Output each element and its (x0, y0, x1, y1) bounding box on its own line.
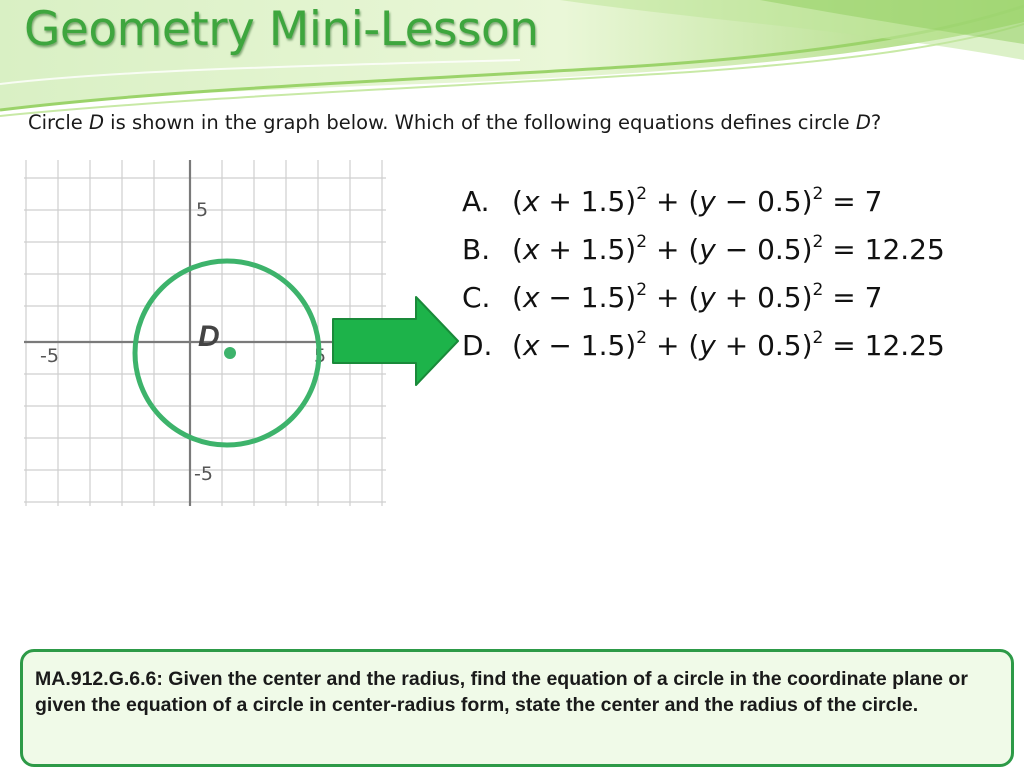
choice-d[interactable] (462, 324, 945, 372)
x-tick-label-right: 5 (314, 345, 327, 367)
eq-part: = 7 (823, 185, 883, 218)
question-variable: D (88, 111, 104, 134)
eq-part: − 0.5) (715, 185, 813, 218)
y-tick-label-top: 5 (196, 199, 209, 221)
question-part: Circle (28, 111, 89, 134)
question-text (28, 111, 1018, 134)
question-part: is shown in the graph below. Which of the following equations defines circle (103, 111, 856, 134)
page-title: Geometry Mini-Lesson (24, 2, 539, 57)
eq-variable: x (522, 329, 540, 362)
eq-variable: x (522, 185, 540, 218)
y-tick-label-bottom: -5 (194, 463, 213, 485)
eq-variable: x (522, 233, 540, 266)
choice-a[interactable] (462, 180, 945, 228)
x-tick-label-left: -5 (40, 345, 59, 367)
eq-part: = 12.25 (823, 329, 945, 362)
choice-letter: B. (462, 233, 491, 266)
eq-part: = 12.25 (823, 233, 945, 266)
eq-variable: y (699, 329, 716, 362)
eq-part: + ( (647, 329, 700, 362)
arrow-icon (330, 294, 462, 388)
eq-part: ( (512, 185, 523, 218)
eq-variable: y (699, 233, 716, 266)
eq-variable: x (522, 281, 540, 314)
choice-letter: C. (462, 281, 491, 314)
eq-part: = 7 (823, 281, 883, 314)
eq-part: + ( (647, 281, 700, 314)
question-variable: D (855, 111, 871, 134)
eq-part: + 1.5) (539, 233, 637, 266)
eq-part: + ( (647, 185, 700, 218)
eq-exponent: 2 (812, 232, 824, 252)
eq-variable: y (699, 185, 716, 218)
eq-exponent: 2 (636, 232, 648, 252)
choice-letter: A. (462, 185, 490, 218)
eq-exponent: 2 (636, 328, 648, 348)
eq-part: − 0.5) (715, 233, 813, 266)
eq-part: + 0.5) (715, 329, 813, 362)
eq-exponent: 2 (812, 184, 824, 204)
choice-letter: D. (462, 329, 493, 362)
point-label: D (198, 320, 220, 353)
eq-part: − 1.5) (539, 281, 637, 314)
eq-part: + ( (647, 233, 700, 266)
eq-part: + 1.5) (539, 185, 637, 218)
eq-variable: y (699, 281, 716, 314)
eq-exponent: 2 (636, 280, 648, 300)
standard-box: MA.912.G.6.6: Given the center and the radius, find the equation of a circle in the coordinate plane or given the equation of a circle in center-radius form, state the center and the radius of the circle. (20, 649, 1014, 767)
eq-part: ( (512, 233, 523, 266)
center-point (224, 347, 236, 359)
eq-exponent: 2 (812, 280, 824, 300)
choice-b[interactable] (462, 228, 945, 276)
eq-exponent: 2 (636, 184, 648, 204)
eq-part: ( (512, 329, 523, 362)
question-part: ? (870, 111, 882, 134)
eq-part: + 0.5) (715, 281, 813, 314)
eq-exponent: 2 (812, 328, 824, 348)
choice-c[interactable] (462, 276, 945, 324)
eq-part: − 1.5) (539, 329, 637, 362)
eq-part: ( (512, 281, 523, 314)
answer-choices (462, 180, 945, 372)
